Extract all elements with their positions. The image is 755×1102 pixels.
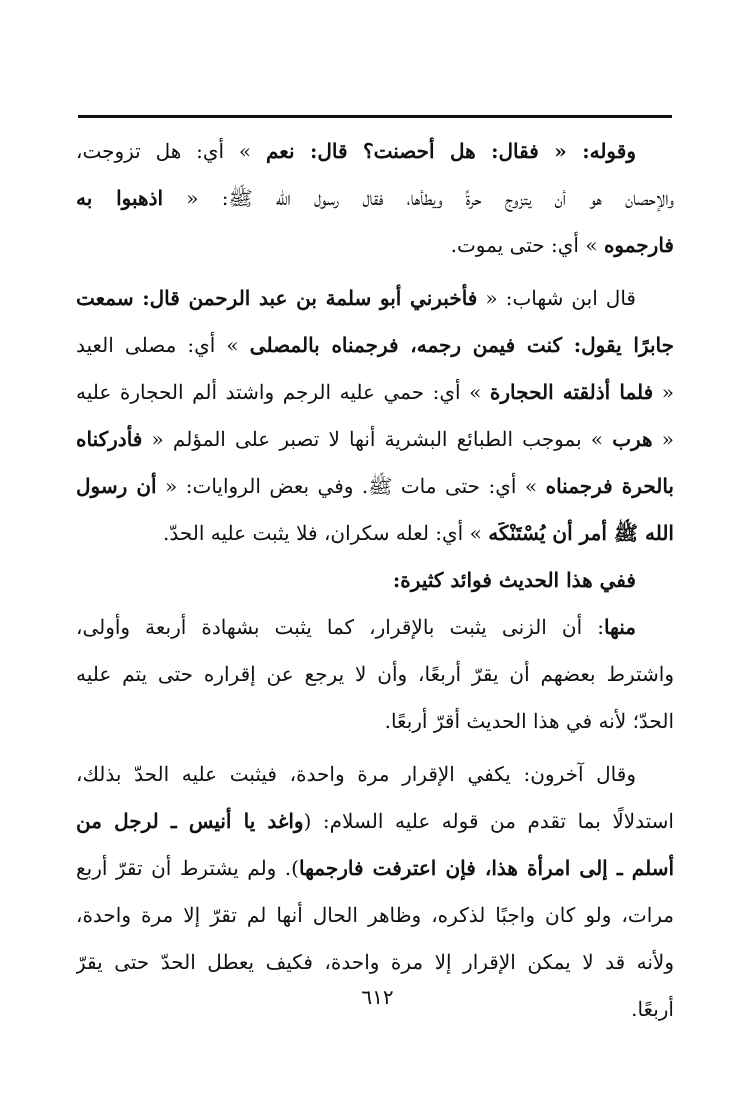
text-segment: هرب [612,427,653,451]
text-segment: والإحصان هو أن يتزوج حرةً ويطأها، فقال رسول الله ﷺ: « [163,186,674,210]
text-segment: ولأنه قد لا يمكن الإقرار إلا مرة واحدة، فكيف يعطل الحدّ حتى يقرّ [76,950,674,974]
text-segment: ). ولم يشترط أن تقرّ أربع [76,856,299,880]
text-segment: أن رسول [76,474,157,498]
text-segment: فأدركناه [76,427,143,451]
text-segment: » بموجب الطبائع البشرية أنها لا تصبر على المؤلم « [142,427,613,451]
text-line [76,175,674,222]
text-line [76,510,674,557]
text-line [76,222,674,269]
text-segment: قال ابن شهاب: « [477,286,636,310]
text-segment: فقال: هل أحصنت؟ قال: نعم [265,139,539,163]
text-segment: اذهبوا به [76,186,164,210]
text-segment: » أي: لعله سكران، فلا يثبت عليه الحدّ. [163,521,489,545]
text-segment: فأخبرني أبو سلمة بن عبد الرحمن قال: سمعت [76,286,478,310]
text-segment: أسلم ـ إلى امرأة هذا، فإن اعترفت فارجمها [298,856,674,880]
text-line [76,651,674,698]
text-line [76,698,674,745]
text-line [76,751,674,798]
text-segment: » أي: حمي عليه الرجم واشتد ألم الحجارة عليه [76,380,490,404]
text-line [76,463,674,510]
text-segment: واشترط بعضهم أن يقرّ أربعًا، وأن لا يرجع عن إقراره حتى يتم عليه [76,662,674,686]
text-line [76,369,674,416]
text-segment: ففي هذا الحديث فوائد كثيرة: [392,568,636,592]
text-segment: » أي: مصلى العيد [76,333,250,357]
text-segment: جابرًا يقول: كنت فيمن رجمه، فرجمناه بالمصلى [249,333,674,357]
text-line [76,939,674,986]
text-line [76,604,674,651]
text-line [76,845,674,892]
text-segment: فلما أذلقته الحجارة [489,380,654,404]
text-segment: استدلالًا بما تقدم من قوله عليه السلام: ( [303,809,674,833]
text-segment: أربعًا. [631,997,674,1021]
text-segment: الحدّ؛ لأنه في هذا الحديث أقرّ أربعًا. [384,709,674,733]
text-segment: وقوله: « [538,139,636,163]
header-rule [78,115,672,118]
section-heading-line [76,557,674,604]
text-segment: بالحرة فرجمناه [545,474,674,498]
page-number: ٦١٢ [361,985,394,1009]
text-segment: مرات، ولو كان واجبًا لذكره، وظاهر الحال أنها لم تقرّ إلا مرة واحدة، [76,903,674,927]
body-text [76,128,674,1033]
text-line [76,322,674,369]
text-line [76,128,674,175]
text-segment: » أي: هل تزوجت، [76,139,266,163]
text-line [76,798,674,845]
text-segment: « [653,380,674,404]
text-segment: » أي: حتى مات ﷺ. وفي بعض الروايات: « [156,474,546,498]
text-segment: واغد يا أنيس ـ لرجل من [76,809,304,833]
text-segment: « [652,427,674,451]
text-segment: منها [603,615,636,639]
text-segment: فارجموه [603,233,674,257]
text-line [76,416,674,463]
text-segment: : أن الزنى يثبت بالإقرار، كما يثبت بشهادة أربعة وأولى، [76,615,604,639]
text-segment: الله ﷺ أمر أن يُسْتَنْكَه [488,521,674,545]
text-line [76,892,674,939]
text-segment: » أي: حتى يموت. [450,233,604,257]
text-line [76,275,674,322]
text-segment: وقال آخرون: يكفي الإقرار مرة واحدة، فيثبت عليه الحدّ بذلك، [76,762,636,786]
